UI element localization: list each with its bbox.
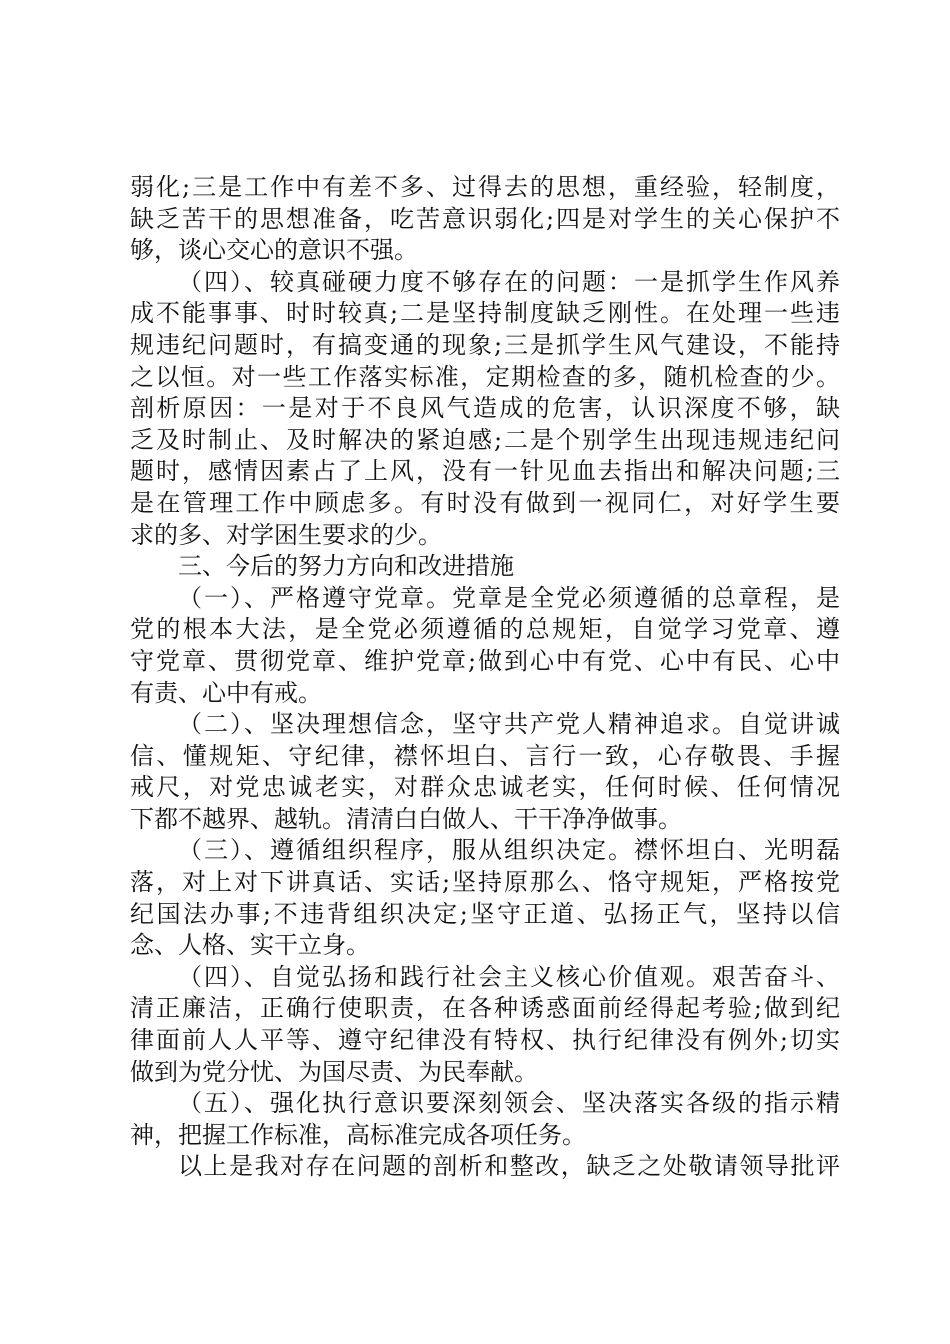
text-line: （三）、遵循组织程序，服从组织决定。襟怀坦白、光明磊 [178,836,840,865]
text-line: （一）、严格遵守党章。党章是全党必须遵循的总章程，是 [178,583,840,612]
text-line: 纪国法办事;不违背组织决定;坚守正道、弘扬正气，坚持以信 [130,899,840,928]
text-line: 守党章、贯彻党章、维护党章;做到心中有党、心中有民、心中 [130,646,840,675]
text-line: 党的根本大法，是全党必须遵循的总规矩，自觉学习党章、遵 [130,615,840,644]
text-line: 缺乏苦干的思想准备，吃苦意识弱化;四是对学生的关心保护不 [130,204,840,233]
text-line: 弱化;三是工作中有差不多、过得去的思想，重经验，轻制度， [130,173,840,201]
text-line: 信、懂规矩、守纪律，襟怀坦白、言行一致，心存敬畏、手握 [130,741,840,770]
text-line: 戒尺，对党忠诚老实，对群众忠诚老实，任何时候、任何情况 [130,773,840,802]
text-line: 清正廉洁，正确行使职责，在各种诱惑面前经得起考验;做到纪 [130,994,840,1023]
text-line: 落，对上对下讲真话、实话;坚持原那么、恪守规矩，严格按党 [130,868,840,897]
text-line: 律面前人人平等、遵守纪律没有特权、执行纪律没有例外;切实 [130,1026,840,1055]
text-line: （二）、坚决理想信念，坚守共产党人精神追求。自觉讲诚 [178,710,840,739]
text-line: 以上是我对存在问题的剖析和整改，缺乏之处敬请领导批评 [178,1152,840,1181]
text-line: 有责、心中有戒。 [130,678,322,707]
text-line: （四）、自觉弘扬和践行社会主义核心价值观。艰苦奋斗、 [178,962,840,991]
text-line: 是在管理工作中顾虑多。有时没有做到一视同仁，对好学生要 [130,488,840,517]
text-line: 做到为党分忧、为国尽责、为民奉献。 [130,1057,538,1086]
text-line: 乏及时制止、及时解决的紧迫感;二是个别学生出现违规违纪问 [130,425,840,454]
text-line: 规违纪问题时，有搞变通的现象;三是抓学生风气建设，不能持 [130,330,840,359]
text-line: 下都不越界、越轨。清清白白做人、干干净净做事。 [130,804,682,833]
text-line: （五）、强化执行意识要深刻领会、坚决落实各级的指示精 [178,1089,840,1118]
text-line: 求的多、对学困生要求的少。 [130,520,442,549]
text-line: （四）、较真碰硬力度不够存在的问题：一是抓学生作风养 [178,267,840,296]
text-line: 题时，感情因素占了上风，没有一针见血去指出和解决问题;三 [130,457,840,486]
text-line: 够，谈心交心的意识不强。 [130,236,418,265]
text-line: 念、人格、实干立身。 [130,931,370,960]
text-line: 之以恒。对一些工作落实标准，定期检查的多，随机检查的少。 [130,362,840,391]
text-line: 三、今后的努力方向和改进措施 [178,552,514,581]
text-line: 剖析原因：一是对于不良风气造成的危害，认识深度不够，缺 [130,394,840,423]
document-body [130,172,840,1183]
text-line: 神，把握工作标准，高标准完成各项任务。 [130,1120,586,1149]
text-line: 成不能事事、时时较真;二是坚持制度缺乏刚性。在处理一些违 [130,299,840,328]
